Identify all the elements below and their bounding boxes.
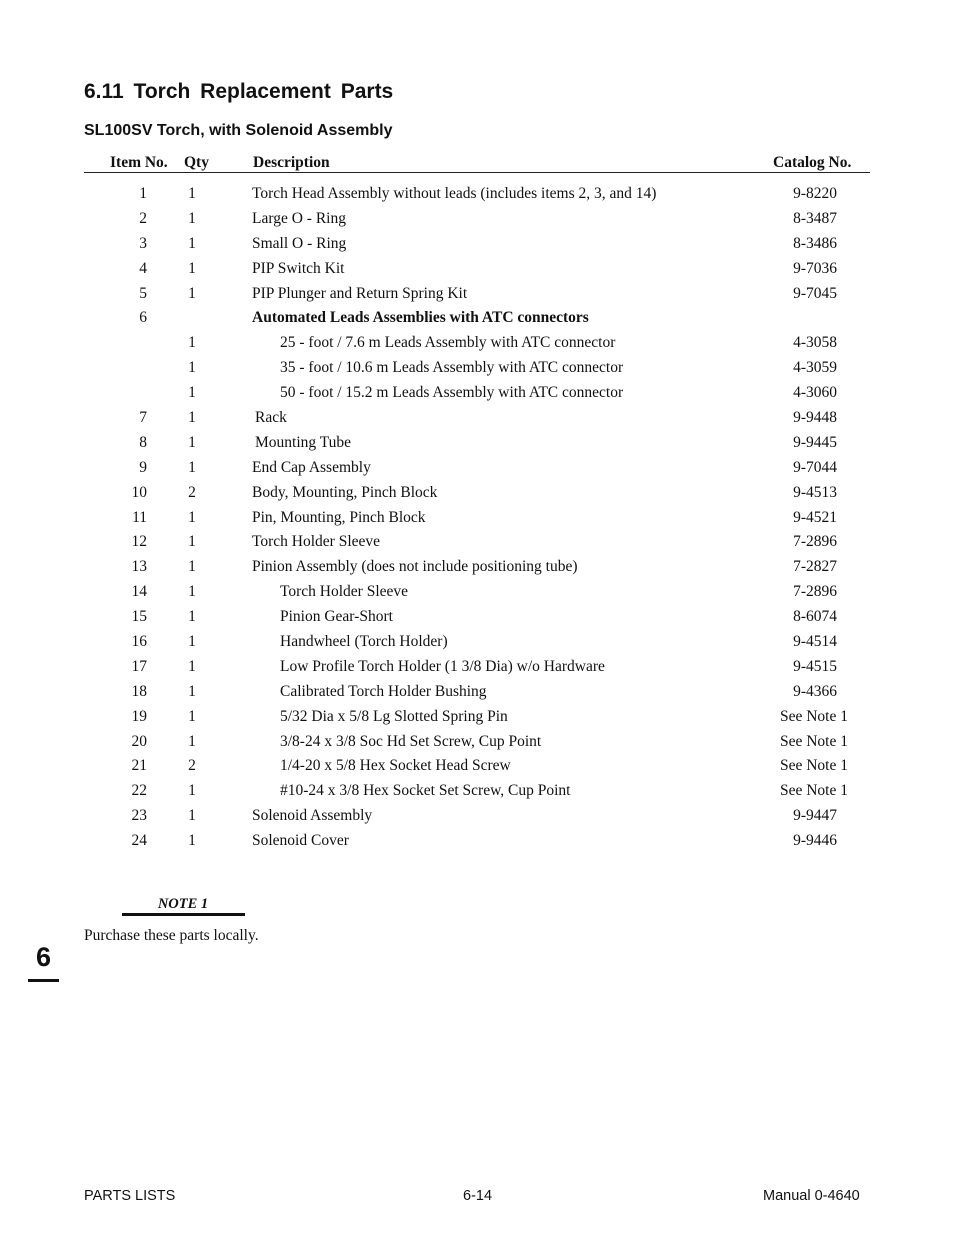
item-number: 6: [139, 309, 147, 327]
quantity: 1: [188, 508, 196, 526]
description: Torch Holder Sleeve: [280, 583, 409, 601]
catalog-number: 9-7045: [793, 284, 837, 302]
catalog-number: 4-3060: [793, 384, 837, 402]
catalog-number: 7-2827: [793, 558, 837, 576]
description: 35 - foot / 10.6 m Leads Assembly with ATC connector: [280, 359, 624, 377]
quantity: 1: [188, 633, 196, 651]
description: Pinion Assembly (does not include positioning tube): [252, 558, 578, 576]
quantity: 1: [188, 807, 196, 825]
description: 50 - foot / 15.2 m Leads Assembly with ATC connector: [280, 384, 624, 402]
quantity: 1: [188, 657, 196, 675]
quantity: 1: [188, 384, 196, 402]
item-number: 24: [131, 832, 147, 850]
catalog-number: See Note 1: [779, 782, 848, 800]
footer-section: PARTS LISTS: [84, 1188, 176, 1204]
table-row: [0, 332, 954, 357]
table-row: [0, 805, 954, 830]
catalog-number: 9-9445: [793, 433, 837, 451]
description: Handwheel (Torch Holder): [280, 633, 448, 651]
header-description: Description: [253, 154, 330, 171]
table-row: [0, 606, 954, 631]
table-row: [0, 457, 954, 482]
header-item-no: Item No.: [110, 154, 168, 171]
quantity: 1: [188, 209, 196, 227]
catalog-number: 9-9446: [793, 832, 837, 850]
section-title: 6.11 Torch Replacement Parts: [84, 80, 394, 103]
item-number: 17: [131, 657, 147, 675]
catalog-number: 9-8220: [793, 185, 837, 202]
item-number: 22: [131, 782, 147, 800]
quantity: 1: [188, 409, 196, 427]
description: Torch Head Assembly without leads (includes items 2, 3, and 14): [252, 185, 657, 202]
description: Solenoid Assembly: [252, 807, 373, 825]
quantity: 1: [188, 284, 196, 302]
description: Calibrated Torch Holder Bushing: [280, 682, 487, 700]
quantity: 1: [188, 558, 196, 576]
item-number: 16: [131, 633, 147, 651]
note-text: Purchase these parts locally.: [84, 927, 259, 944]
quantity: 2: [188, 483, 196, 501]
quantity: 1: [188, 533, 196, 551]
item-number: 10: [131, 483, 147, 501]
item-number: 1: [139, 185, 147, 202]
description: 25 - foot / 7.6 m Leads Assembly with ATC connector: [280, 334, 616, 352]
description: Pin, Mounting, Pinch Block: [252, 508, 426, 526]
item-number: 13: [131, 558, 147, 576]
quantity: 1: [188, 259, 196, 277]
quantity: 1: [188, 707, 196, 725]
subsection-title: SL100SV Torch, with Solenoid Assembly: [84, 122, 393, 139]
table-row: [0, 581, 954, 606]
table-row: [0, 556, 954, 581]
quantity: 1: [188, 782, 196, 800]
catalog-number: 4-3058: [793, 334, 837, 352]
table-row: [0, 357, 954, 382]
description: Small O - Ring: [252, 234, 347, 252]
table-row: [0, 706, 954, 731]
item-number: 3: [139, 234, 147, 252]
table-row: [0, 407, 954, 432]
parts-table: [0, 183, 954, 855]
chapter-number: 6: [35, 942, 52, 972]
table-row: [0, 507, 954, 532]
quantity: 1: [188, 732, 196, 750]
catalog-number: 9-7044: [793, 458, 837, 476]
item-number: 19: [131, 707, 147, 725]
item-number: 9: [139, 458, 147, 476]
description: 5/32 Dia x 5/8 Lg Slotted Spring Pin: [280, 707, 508, 725]
item-number: 2: [139, 209, 147, 227]
footer-page-number: 6-14: [463, 1188, 493, 1204]
header-qty: Qty: [184, 154, 209, 171]
description: Rack: [255, 409, 287, 427]
quantity: 1: [188, 458, 196, 476]
catalog-number: 9-9448: [793, 409, 837, 427]
table-row: [0, 283, 954, 308]
chapter-rule: [28, 979, 59, 982]
description: Automated Leads Assemblies with ATC connectors: [252, 309, 589, 327]
description: Mounting Tube: [255, 433, 352, 451]
catalog-number: 7-2896: [793, 583, 837, 601]
quantity: 1: [188, 359, 196, 377]
catalog-number: 8-3486: [793, 234, 837, 252]
catalog-number: See Note 1: [779, 707, 848, 725]
table-row: [0, 432, 954, 457]
description: PIP Switch Kit: [252, 259, 345, 277]
description: Torch Holder Sleeve: [252, 533, 381, 551]
description: #10-24 x 3/8 Hex Socket Set Screw, Cup Point: [280, 782, 571, 800]
item-number: 18: [131, 682, 147, 700]
catalog-number: 9-4366: [793, 682, 837, 700]
catalog-number: 9-4521: [793, 508, 837, 526]
table-row: [0, 233, 954, 258]
catalog-number: 9-7036: [793, 259, 837, 277]
item-number: 7: [139, 409, 147, 427]
catalog-number: 9-4514: [793, 633, 837, 651]
description: Body, Mounting, Pinch Block: [252, 483, 438, 501]
description: Solenoid Cover: [252, 832, 349, 850]
table-row: [0, 382, 954, 407]
catalog-number: 7-2896: [793, 533, 837, 551]
item-number: 23: [131, 807, 147, 825]
catalog-number: 4-3059: [793, 359, 837, 377]
item-number: 21: [131, 757, 147, 775]
catalog-number: 9-9447: [793, 807, 837, 825]
table-row: [0, 830, 954, 855]
catalog-number: See Note 1: [779, 757, 848, 775]
table-row: [0, 482, 954, 507]
quantity: 1: [188, 334, 196, 352]
catalog-number: 9-4513: [793, 483, 837, 501]
description: PIP Plunger and Return Spring Kit: [252, 284, 468, 302]
table-row: [0, 780, 954, 805]
item-number: 11: [132, 508, 147, 526]
description: 3/8-24 x 3/8 Soc Hd Set Screw, Cup Point: [280, 732, 542, 750]
catalog-number: 8-6074: [793, 608, 837, 626]
catalog-number: 9-4515: [793, 657, 837, 675]
item-number: 5: [139, 284, 147, 302]
quantity: 1: [188, 234, 196, 252]
quantity: 1: [188, 185, 196, 202]
table-row: [0, 258, 954, 283]
header-catalog-no: Catalog No.: [773, 154, 852, 171]
table-row: [0, 681, 954, 706]
header-rule: [84, 172, 870, 173]
item-number: 20: [131, 732, 147, 750]
item-number: 4: [139, 259, 147, 277]
catalog-number: 8-3487: [793, 209, 837, 227]
quantity: 2: [188, 757, 196, 775]
note-rule: [122, 913, 245, 916]
table-row: [0, 531, 954, 556]
description: 1/4-20 x 5/8 Hex Socket Head Screw: [280, 757, 511, 775]
note-label: NOTE 1: [157, 896, 209, 912]
table-row: [0, 731, 954, 756]
quantity: 1: [188, 583, 196, 601]
catalog-number: See Note 1: [779, 732, 848, 750]
item-number: 15: [131, 608, 147, 626]
quantity: 1: [188, 608, 196, 626]
table-row: [0, 631, 954, 656]
footer-manual-number: Manual 0-4640: [763, 1188, 860, 1204]
quantity: 1: [188, 433, 196, 451]
description: End Cap Assembly: [252, 458, 371, 476]
table-row: [0, 755, 954, 780]
item-number: 12: [131, 533, 147, 551]
item-number: 14: [131, 583, 147, 601]
description: Low Profile Torch Holder (1 3/8 Dia) w/o Hardware: [280, 657, 605, 675]
table-row: [0, 183, 954, 208]
quantity: 1: [188, 682, 196, 700]
item-number: 8: [139, 433, 147, 451]
table-row: [0, 656, 954, 681]
description: Large O - Ring: [252, 209, 346, 227]
table-row: [0, 307, 954, 332]
table-row: [0, 208, 954, 233]
description: Pinion Gear-Short: [280, 608, 393, 626]
quantity: 1: [188, 832, 196, 850]
